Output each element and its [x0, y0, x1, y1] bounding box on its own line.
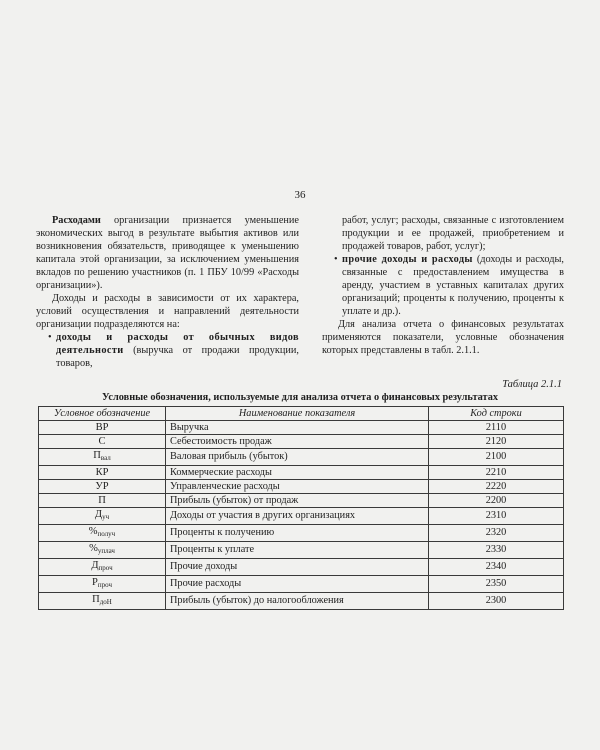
bullet-term: прочие доходы и расходы	[342, 254, 473, 265]
symbol-cell: П	[39, 494, 166, 508]
bullet-icon: •	[48, 332, 52, 343]
symbol-cell: УР	[39, 480, 166, 494]
symbol-cell: Дпроч	[39, 559, 166, 576]
classification-paragraph: Доходы и расходы в зависимости от их характера, условий осуществления и направлений деятельности организации подразделяются на:	[36, 293, 299, 330]
table-row	[39, 494, 564, 508]
name-cell: Выручка	[166, 421, 429, 435]
left-column	[36, 214, 299, 370]
table-header-row	[39, 407, 564, 421]
name-cell: Прочие доходы	[166, 559, 429, 576]
table-row	[39, 480, 564, 494]
symbol-cell: Рпроч	[39, 576, 166, 593]
symbol-cell: Пвал	[39, 449, 166, 466]
header-name: Наименование показателя	[166, 407, 429, 421]
code-cell: 2210	[429, 466, 564, 480]
code-cell: 2350	[429, 576, 564, 593]
name-cell: Доходы от участия в других организациях	[166, 508, 429, 525]
table-row	[39, 593, 564, 610]
symbol-cell: КР	[39, 466, 166, 480]
table-row	[39, 576, 564, 593]
name-cell: Прибыль (убыток) до налогообложения	[166, 593, 429, 610]
table-row	[39, 525, 564, 542]
code-cell: 2340	[429, 559, 564, 576]
code-cell: 2100	[429, 449, 564, 466]
code-cell: 2300	[429, 593, 564, 610]
code-cell: 2320	[429, 525, 564, 542]
name-cell: Прочие расходы	[166, 576, 429, 593]
bullet-icon: •	[334, 254, 338, 265]
table-row	[39, 435, 564, 449]
right-column	[322, 214, 564, 357]
bullet-text: (доходы и расходы, связанные с предоставлением имущества в аренду, участием в уставных капиталах других организаций; проценты к получению, проценты к уплате и др.).	[342, 254, 564, 317]
name-cell: Валовая прибыль (убыток)	[166, 449, 429, 466]
code-cell: 2310	[429, 508, 564, 525]
definition-term: Расходами	[52, 215, 101, 226]
symbol-cell: ВР	[39, 421, 166, 435]
table-caption: Таблица 2.1.1	[502, 379, 562, 390]
name-cell: Проценты к уплате	[166, 542, 429, 559]
bullet-item-other	[334, 253, 564, 318]
bullet-item-ordinary	[48, 331, 299, 370]
name-cell: Управленческие расходы	[166, 480, 429, 494]
table-row	[39, 559, 564, 576]
table-row	[39, 508, 564, 525]
symbol-cell: %уплач	[39, 542, 166, 559]
symbol-cell: С	[39, 435, 166, 449]
page-number: 36	[294, 189, 306, 201]
definition-text: организации признается уменьшение экономических выгод в результате выбытия активов или возникновения обязательств, приводящее к уменьшению капитала этой организации, за исключением уменьшения вкладов по решению участников (п. 1 ПБУ 10/99 «Расходы организации»).	[36, 215, 299, 291]
code-cell: 2110	[429, 421, 564, 435]
code-cell: 2200	[429, 494, 564, 508]
table-row	[39, 421, 564, 435]
table-intro-paragraph: Для анализа отчета о финансовых результатах применяются показатели, условные обозначения которых представлены в табл. 2.1.1.	[322, 319, 564, 356]
table-row	[39, 542, 564, 559]
header-code: Код строки	[429, 407, 564, 421]
definition-paragraph	[36, 214, 299, 292]
bullet-term: доходы и расходы от обычных видов деятельности	[56, 332, 299, 356]
name-cell: Прибыль (убыток) от продаж	[166, 494, 429, 508]
name-cell: Себестоимость продаж	[166, 435, 429, 449]
code-cell: 2220	[429, 480, 564, 494]
code-cell: 2330	[429, 542, 564, 559]
table-row	[39, 449, 564, 466]
code-cell: 2120	[429, 435, 564, 449]
continuation-paragraph: работ, услуг; расходы, связанные с изготовлением продукции и ее продажей, приобретением и продажей товаров, работ, услуг);	[342, 215, 564, 252]
header-symbol: Условное обозначение	[39, 407, 166, 421]
bullet-text: (выручка от продажи продукции, товаров,	[56, 345, 299, 369]
symbol-cell: Дуч	[39, 508, 166, 525]
name-cell: Проценты к получению	[166, 525, 429, 542]
table-row	[39, 466, 564, 480]
name-cell: Коммерческие расходы	[166, 466, 429, 480]
symbol-cell: ПдоН	[39, 593, 166, 610]
symbol-cell: %получ	[39, 525, 166, 542]
indicators-table	[38, 406, 564, 610]
table-title: Условные обозначения, используемые для анализа отчета о финансовых результатах	[101, 392, 499, 403]
